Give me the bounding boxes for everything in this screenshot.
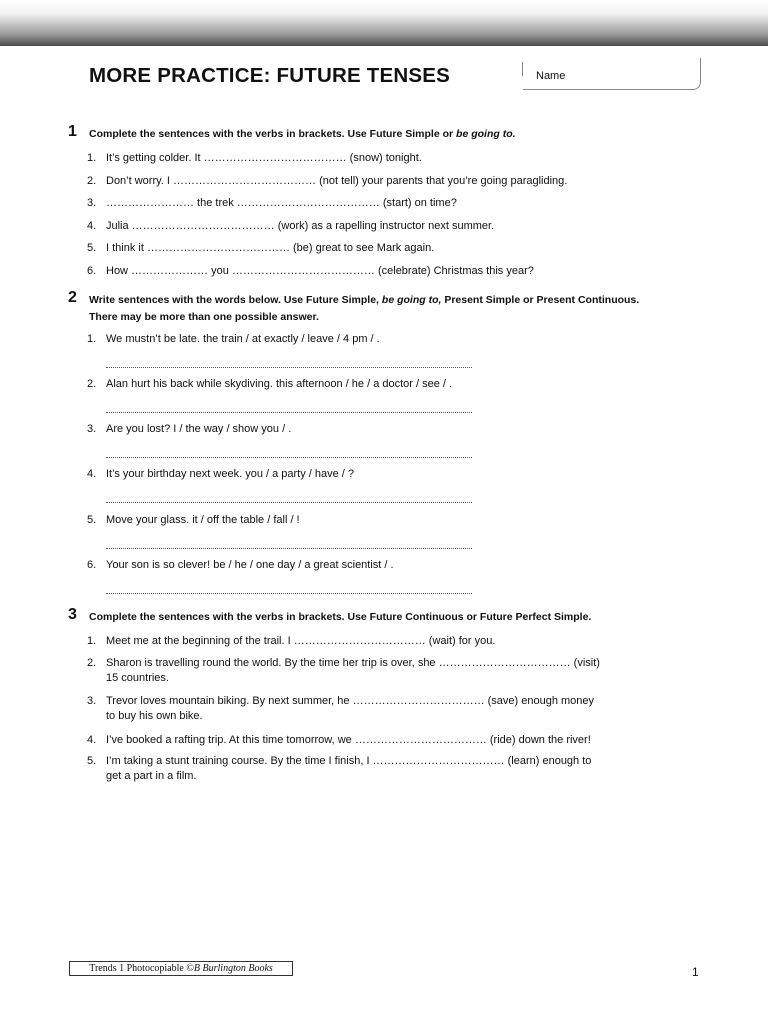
list-item-number: 3.	[87, 695, 97, 707]
list-item-number: 5.	[87, 755, 97, 767]
list-item-number: 2.	[87, 657, 97, 669]
list-item-number: 4.	[87, 468, 97, 480]
list-item: Julia ………………………………… (work) as a rapelling instructor next summer.	[106, 220, 495, 232]
list-item-number: 4.	[87, 734, 97, 746]
top-banner	[0, 0, 768, 46]
list-item: Move your glass. it / off the table / fall / !	[106, 514, 300, 526]
list-item: It’s getting colder. It ………………………………… (snow) tonight.	[106, 152, 422, 164]
list-item-number: 2.	[87, 175, 97, 187]
list-item: Meet me at the beginning of the trail. I ……………………………… (wait) for you.	[106, 635, 496, 647]
list-item: Sharon is travelling round the world. By the time her trip is over, she ……………………………… (visit) 15 countries.	[106, 657, 600, 684]
section-1-instruction: Complete the sentences with the verbs in brackets. Use Future Simple or be going to.	[89, 128, 516, 140]
answer-line[interactable]	[106, 592, 472, 594]
list-item: Alan hurt his back while skydiving. this afternoon / he / a doctor / see / .	[106, 378, 453, 390]
answer-line[interactable]	[106, 501, 472, 503]
list-item: Trevor loves mountain biking. By next summer, he ……………………………… (save) enough money to buy his own bike.	[106, 695, 595, 722]
section-2-instruction: Write sentences with the words below. Use Future Simple, be going to, Present Simple or Present Continuous. There may be more than one possible answer.	[89, 294, 640, 323]
list-item: Your son is so clever! be / he / one day / a great scientist / .	[106, 559, 394, 571]
list-item-number: 1.	[87, 152, 97, 164]
list-item: I’m taking a stunt training course. By the time I finish, I ……………………………… (learn) enough to get a part in a film.	[106, 755, 592, 782]
list-item-number: 5.	[87, 514, 97, 526]
list-item-number: 3.	[87, 197, 97, 209]
list-item-number: 6.	[87, 559, 97, 571]
list-item-number: 4.	[87, 220, 97, 232]
list-item: I’ve booked a rafting trip. At this time tomorrow, we ……………………………… (ride) down the river!	[106, 734, 591, 746]
answer-line[interactable]	[106, 456, 472, 458]
answer-line[interactable]	[106, 411, 472, 413]
section-3-instruction: Complete the sentences with the verbs in brackets. Use Future Continuous or Future Perfect Simple.	[89, 611, 592, 623]
page-title: MORE PRACTICE: FUTURE TENSES	[89, 64, 450, 87]
list-item-number: 5.	[87, 242, 97, 254]
list-item: Don’t worry. I ………………………………… (not tell) your parents that you’re going paragliding.	[106, 175, 568, 187]
page-number: 1	[692, 965, 699, 979]
answer-line[interactable]	[106, 547, 472, 549]
answer-line[interactable]	[106, 366, 472, 368]
list-item-number: 1.	[87, 333, 97, 345]
list-item: How ………………… you ………………………………… (celebrate) Christmas this year?	[106, 265, 534, 277]
list-item: We mustn’t be late. the train / at exactly / leave / 4 pm / .	[106, 333, 380, 345]
list-item: It’s your birthday next week. you / a party / have / ?	[106, 468, 355, 480]
publisher-logo: B Burlington Books	[193, 963, 273, 974]
list-item-number: 6.	[87, 265, 97, 277]
section-1-number: 1	[68, 123, 77, 140]
list-item-number: 3.	[87, 423, 97, 435]
section-2-number: 2	[68, 289, 77, 306]
list-item: Are you lost? I / the way / show you / .	[106, 423, 292, 435]
list-item: …………………… the trek ………………………………… (start) on time?	[106, 197, 457, 209]
section-3-number: 3	[68, 606, 77, 623]
list-item-number: 2.	[87, 378, 97, 390]
list-item-number: 1.	[87, 635, 97, 647]
list-item: I think it ………………………………… (be) great to see Mark again.	[106, 242, 435, 254]
copyright-footer: Trends 1 Photocopiable ©B Burlington Books	[69, 961, 293, 976]
name-label: Name	[536, 70, 566, 82]
